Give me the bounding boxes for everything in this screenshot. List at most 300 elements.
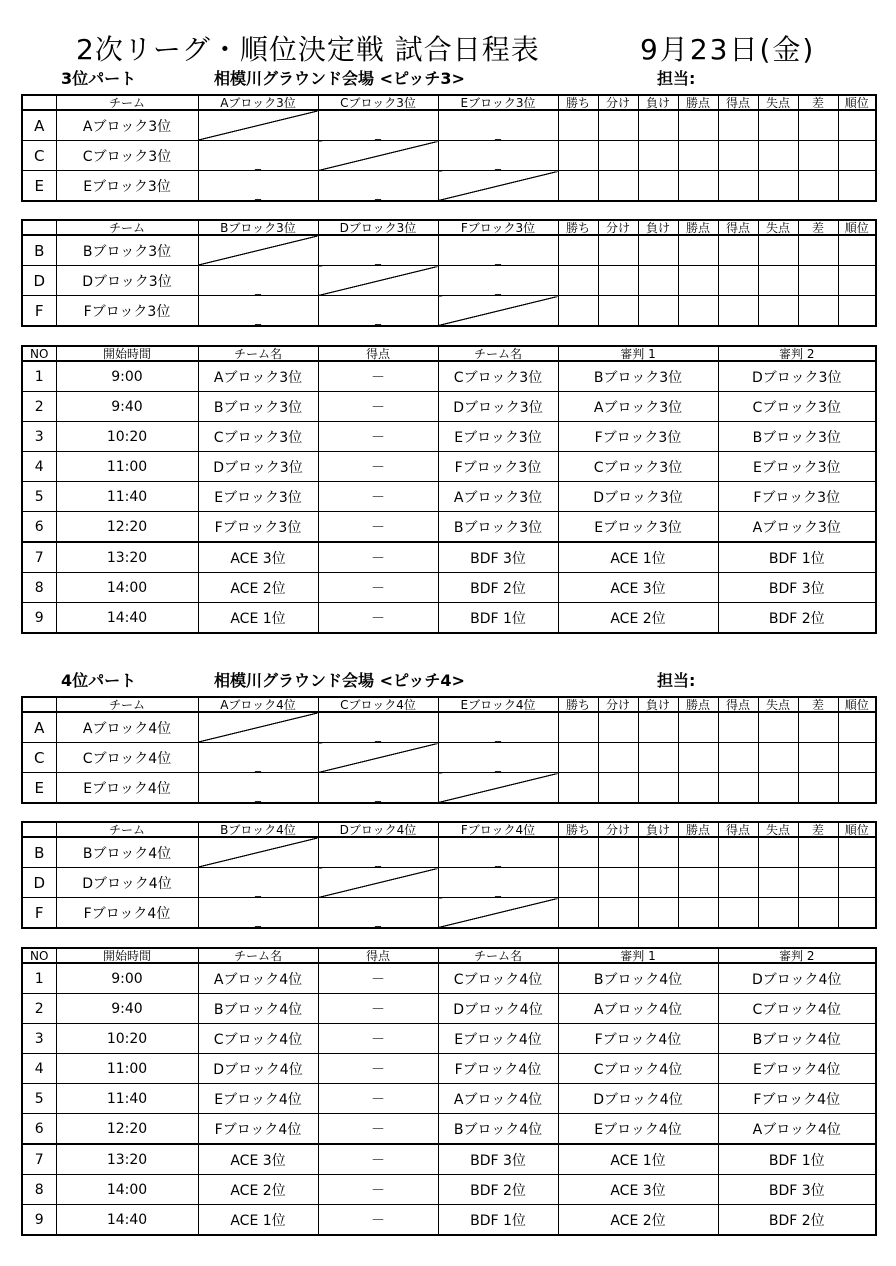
stat-cell [758,296,798,327]
stat-cell [798,743,838,773]
stat-cell [638,868,678,898]
stat-cell [758,868,798,898]
result-cell: _ [198,868,318,898]
stat-cell [838,141,876,171]
team-1: ACE 3位 [198,1144,318,1175]
block-letter: B [22,837,56,868]
result-cell: _ [318,110,438,141]
match-no: 7 [22,542,56,573]
match-no: 2 [22,392,56,422]
referee-1: Eブロック4位 [558,1114,718,1145]
column-header: 負け [638,95,678,110]
match-row [22,603,876,634]
stat-cell [758,773,798,804]
team-1: Cブロック4位 [198,1024,318,1054]
column-header: Aブロック3位 [198,95,318,110]
start-time: 13:20 [56,542,198,573]
stat-cell [718,296,758,327]
stat-cell [718,743,758,773]
start-time: 12:20 [56,512,198,543]
column-header: Aブロック4位 [198,697,318,712]
stat-cell [638,266,678,296]
standings-table [21,94,877,202]
score: － [318,1114,438,1145]
stat-cell [638,296,678,327]
match-no: 8 [22,1175,56,1205]
title-main: 2次リーグ・順位決定戦 試合日程表 [76,33,540,66]
team-1: Fブロック3位 [198,512,318,543]
referee-2: Eブロック3位 [718,452,876,482]
self-match-cell [198,110,318,141]
stat-cell [798,898,838,929]
self-match-cell [198,712,318,743]
team-name: Aブロック3位 [56,110,198,141]
stat-cell [558,743,598,773]
referee-1: Eブロック3位 [558,512,718,543]
team-2: Cブロック3位 [438,361,558,392]
stat-cell [758,837,798,868]
staff-label: 担当: [657,671,696,690]
stat-cell [598,712,638,743]
standings-row [22,773,876,804]
start-time: 14:00 [56,1175,198,1205]
stat-cell [558,898,598,929]
block-letter: B [22,235,56,266]
score: － [318,994,438,1024]
team-2: BDF 3位 [438,1144,558,1175]
score: － [318,1084,438,1114]
column-header: 得点 [718,95,758,110]
referee-1: Aブロック4位 [558,994,718,1024]
stat-cell [598,773,638,804]
result-cell: _ [318,171,438,202]
stat-cell [838,266,876,296]
referee-2: Fブロック4位 [718,1084,876,1114]
team-2: BDF 3位 [438,542,558,573]
standings-row [22,235,876,266]
stat-cell [558,868,598,898]
referee-2: Fブロック3位 [718,482,876,512]
result-cell: _ [318,235,438,266]
team-1: ACE 1位 [198,1205,318,1236]
stat-cell [838,868,876,898]
column-header: Fブロック3位 [438,220,558,235]
result-cell: _ [438,110,558,141]
start-time: 14:40 [56,603,198,634]
team-name: Dブロック3位 [56,266,198,296]
self-match-cell [318,868,438,898]
referee-1: ACE 3位 [558,1175,718,1205]
column-header: 審判 2 [718,948,876,963]
standings-row [22,898,876,929]
column-header: 開始時間 [56,346,198,361]
stat-cell [678,296,718,327]
stat-cell [638,773,678,804]
referee-1: Fブロック3位 [558,422,718,452]
team-2: Cブロック4位 [438,963,558,994]
referee-1: ACE 1位 [558,542,718,573]
match-schedule-table [21,345,877,634]
column-header: チーム [56,95,198,110]
column-header: Eブロック4位 [438,697,558,712]
self-match-cell [198,837,318,868]
stat-cell [598,743,638,773]
match-row [22,1175,876,1205]
team-2: Dブロック3位 [438,392,558,422]
start-time: 9:40 [56,994,198,1024]
team-2: BDF 2位 [438,1175,558,1205]
self-match-cell [438,773,558,804]
match-no: 6 [22,1114,56,1145]
result-cell: _ [198,266,318,296]
result-cell: _ [318,898,438,929]
stat-cell [798,837,838,868]
result-cell: _ [198,171,318,202]
self-match-cell [318,141,438,171]
column-header: チーム名 [438,948,558,963]
stat-cell [798,773,838,804]
team-1: Aブロック3位 [198,361,318,392]
stat-cell [678,235,718,266]
team-1: Bブロック4位 [198,994,318,1024]
team-1: Bブロック3位 [198,392,318,422]
stat-cell [838,773,876,804]
referee-1: ACE 3位 [558,573,718,603]
standings-row [22,296,876,327]
stat-cell [678,743,718,773]
column-header: NO [22,948,56,963]
standings-table [21,821,877,929]
match-no: 9 [22,1205,56,1236]
match-row [22,422,876,452]
team-2: BDF 1位 [438,1205,558,1236]
referee-1: ACE 1位 [558,1144,718,1175]
match-row [22,1084,876,1114]
stat-cell [598,141,638,171]
start-time: 11:40 [56,482,198,512]
match-no: 4 [22,1054,56,1084]
stat-cell [558,141,598,171]
referee-2: Dブロック4位 [718,963,876,994]
section-header [0,66,896,88]
stat-cell [718,712,758,743]
block-letter: D [22,868,56,898]
column-header: 負け [638,697,678,712]
team-1: ACE 3位 [198,542,318,573]
self-match-cell [438,296,558,327]
start-time: 9:00 [56,361,198,392]
standings-header-row [22,822,876,837]
referee-2: Aブロック3位 [718,512,876,543]
referee-2: Bブロック3位 [718,422,876,452]
result-cell: _ [438,235,558,266]
match-no: 5 [22,1084,56,1114]
team-2: Eブロック4位 [438,1024,558,1054]
block-letter: D [22,266,56,296]
stat-cell [678,110,718,141]
match-row [22,1205,876,1236]
team-2: Eブロック3位 [438,422,558,452]
referee-1: Cブロック3位 [558,452,718,482]
stat-cell [838,235,876,266]
column-header: 失点 [758,220,798,235]
block-letter: C [22,743,56,773]
self-match-cell [198,235,318,266]
score: － [318,361,438,392]
result-cell: _ [438,712,558,743]
column-header: 差 [798,95,838,110]
block-letter: F [22,898,56,929]
stat-cell [838,898,876,929]
stat-cell [798,235,838,266]
team-name: Cブロック3位 [56,141,198,171]
column-header: 勝点 [678,220,718,235]
stat-cell [838,712,876,743]
match-row [22,392,876,422]
match-row [22,361,876,392]
column-header: 順位 [838,697,876,712]
block-letter: C [22,141,56,171]
result-cell: _ [198,773,318,804]
column-header: 得点 [718,220,758,235]
team-name: Bブロック4位 [56,837,198,868]
column-header: 勝点 [678,95,718,110]
schedule-header-row [22,948,876,963]
title-date: 9月23日(金) [640,33,816,66]
standings-table [21,696,877,804]
match-no: 8 [22,573,56,603]
score: － [318,542,438,573]
team-1: Cブロック3位 [198,422,318,452]
stat-cell [558,266,598,296]
column-header: 勝ち [558,95,598,110]
start-time: 14:40 [56,1205,198,1236]
team-2: Dブロック4位 [438,994,558,1024]
column-header: 失点 [758,822,798,837]
stat-cell [558,235,598,266]
team-2: Bブロック3位 [438,512,558,543]
stat-cell [798,141,838,171]
stat-cell [598,837,638,868]
stat-cell [678,266,718,296]
match-schedule-table [21,947,877,1236]
referee-2: Cブロック3位 [718,392,876,422]
team-1: ACE 2位 [198,1175,318,1205]
part-label: 3位パート [61,69,137,88]
referee-2: Cブロック4位 [718,994,876,1024]
referee-2: BDF 1位 [718,542,876,573]
column-header: 審判 1 [558,948,718,963]
result-cell: _ [438,266,558,296]
stat-cell [678,868,718,898]
stat-cell [558,110,598,141]
stat-cell [598,868,638,898]
self-match-cell [438,171,558,202]
stat-cell [718,868,758,898]
start-time: 11:00 [56,1054,198,1084]
column-header: 得点 [718,822,758,837]
stat-cell [598,171,638,202]
stat-cell [758,171,798,202]
score: － [318,963,438,994]
team-name: Bブロック3位 [56,235,198,266]
referee-1: Aブロック3位 [558,392,718,422]
match-no: 2 [22,994,56,1024]
stat-cell [678,171,718,202]
score: － [318,1024,438,1054]
column-header: チーム名 [198,346,318,361]
self-match-cell [438,898,558,929]
referee-1: Bブロック3位 [558,361,718,392]
stat-cell [758,266,798,296]
stat-cell [798,296,838,327]
stat-cell [638,110,678,141]
standings-table [21,219,877,327]
stat-cell [678,141,718,171]
column-header: Eブロック3位 [438,95,558,110]
column-header [22,220,56,235]
team-1: Fブロック4位 [198,1114,318,1145]
stat-cell [638,235,678,266]
referee-2: BDF 1位 [718,1144,876,1175]
match-no: 7 [22,1144,56,1175]
score: － [318,1205,438,1236]
start-time: 11:00 [56,452,198,482]
stat-cell [638,171,678,202]
match-no: 1 [22,963,56,994]
start-time: 10:20 [56,1024,198,1054]
referee-2: BDF 2位 [718,603,876,634]
start-time: 11:40 [56,1084,198,1114]
stat-cell [558,171,598,202]
page-title [0,28,896,64]
start-time: 10:20 [56,422,198,452]
stat-cell [598,898,638,929]
column-header: 勝点 [678,822,718,837]
score: － [318,512,438,543]
stat-cell [758,898,798,929]
result-cell: _ [198,141,318,171]
staff-label: 担当: [657,69,696,88]
score: － [318,482,438,512]
column-header: チーム [56,822,198,837]
self-match-cell [318,266,438,296]
stat-cell [558,296,598,327]
column-header: 分け [598,697,638,712]
team-2: BDF 2位 [438,573,558,603]
column-header: 勝ち [558,822,598,837]
start-time: 9:00 [56,963,198,994]
column-header: 差 [798,822,838,837]
column-header [22,822,56,837]
score: － [318,392,438,422]
column-header: 得点 [718,697,758,712]
team-name: Eブロック3位 [56,171,198,202]
score: － [318,1175,438,1205]
stat-cell [838,743,876,773]
match-no: 5 [22,482,56,512]
standings-row [22,141,876,171]
column-header [22,697,56,712]
block-letter: E [22,171,56,202]
team-2: Bブロック4位 [438,1114,558,1145]
stat-cell [838,171,876,202]
match-row [22,1024,876,1054]
result-cell: _ [198,743,318,773]
match-row [22,1114,876,1145]
column-header: 負け [638,220,678,235]
referee-1: Fブロック4位 [558,1024,718,1054]
stat-cell [798,868,838,898]
team-name: Dブロック4位 [56,868,198,898]
result-cell: _ [438,868,558,898]
team-1: Eブロック4位 [198,1084,318,1114]
stat-cell [798,171,838,202]
team-2: BDF 1位 [438,603,558,634]
stat-cell [838,837,876,868]
stat-cell [598,235,638,266]
self-match-cell [318,743,438,773]
stat-cell [718,171,758,202]
section-header [0,668,896,690]
referee-1: ACE 2位 [558,603,718,634]
match-row [22,1144,876,1175]
column-header: 失点 [758,697,798,712]
score: － [318,452,438,482]
stat-cell [718,773,758,804]
column-header: 差 [798,697,838,712]
standings-row [22,266,876,296]
score: － [318,603,438,634]
match-row [22,512,876,543]
venue-label: 相模川グラウンド会場 <ピッチ4> [214,671,465,690]
result-cell: _ [318,712,438,743]
team-1: ACE 1位 [198,603,318,634]
team-name: Fブロック4位 [56,898,198,929]
team-1: Dブロック3位 [198,452,318,482]
score: － [318,573,438,603]
stat-cell [678,712,718,743]
stat-cell [718,110,758,141]
stat-cell [598,110,638,141]
stat-cell [558,712,598,743]
team-1: Aブロック4位 [198,963,318,994]
column-header: 得点 [318,948,438,963]
match-no: 6 [22,512,56,543]
match-row [22,1054,876,1084]
column-header: 差 [798,220,838,235]
match-row [22,452,876,482]
stat-cell [718,235,758,266]
part-label: 4位パート [61,671,137,690]
referee-2: Bブロック4位 [718,1024,876,1054]
result-cell: _ [318,773,438,804]
stat-cell [718,141,758,171]
column-header: Fブロック4位 [438,822,558,837]
match-row [22,573,876,603]
schedule-header-row [22,346,876,361]
column-header: 勝点 [678,697,718,712]
team-1: ACE 2位 [198,573,318,603]
team-2: Aブロック4位 [438,1084,558,1114]
start-time: 14:00 [56,573,198,603]
column-header: 失点 [758,95,798,110]
match-row [22,482,876,512]
standings-row [22,837,876,868]
stat-cell [638,141,678,171]
match-no: 3 [22,1024,56,1054]
standings-header-row [22,95,876,110]
